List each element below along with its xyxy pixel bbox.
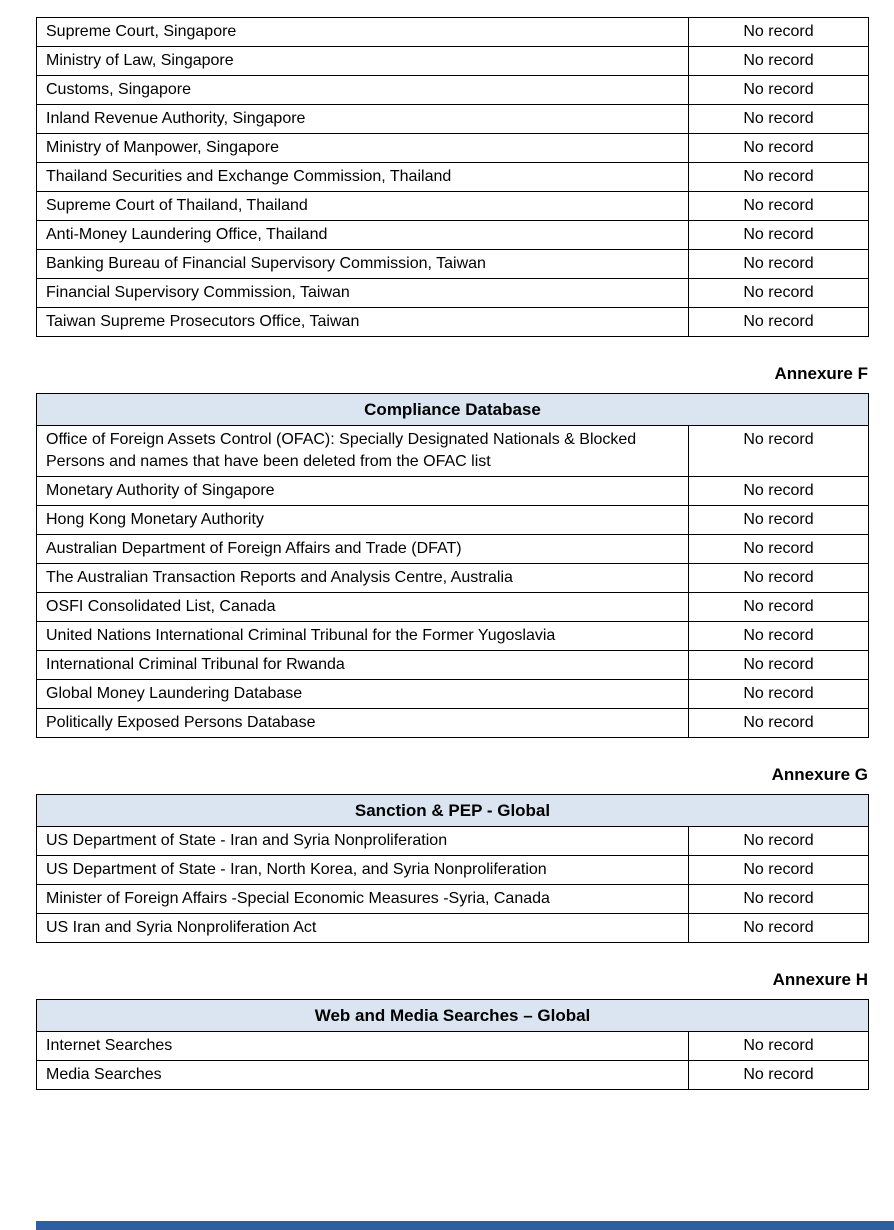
source-cell: Supreme Court, Singapore [37,18,689,47]
section-government-sources [0,0,894,337]
result-cell: No record [689,885,869,914]
table-row [37,308,869,337]
result-cell: No record [689,18,869,47]
table-row [37,47,869,76]
table-title-row [37,795,869,827]
section-sanction-pep-global [0,765,894,943]
table-row [37,105,869,134]
footer-bar [36,1221,894,1230]
source-cell: Inland Revenue Authority, Singapore [37,105,689,134]
table-web-media-searches [36,999,869,1090]
table-row [37,827,869,856]
result-cell: No record [689,76,869,105]
source-cell: Ministry of Manpower, Singapore [37,134,689,163]
table-title-row [37,394,869,426]
result-cell: No record [689,163,869,192]
result-cell: No record [689,1061,869,1090]
table-row [37,622,869,651]
source-cell: US Iran and Syria Nonproliferation Act [37,914,689,943]
table-row [37,593,869,622]
table-row [37,134,869,163]
table-title-sanction-pep-global: Sanction & PEP - Global [37,795,869,827]
section-web-media-searches [0,970,894,1090]
result-cell: No record [689,279,869,308]
source-cell: Hong Kong Monetary Authority [37,506,689,535]
source-cell: Thailand Securities and Exchange Commission, Thailand [37,163,689,192]
result-cell: No record [689,134,869,163]
table-title-compliance-database: Compliance Database [37,394,869,426]
table-compliance-database [36,393,869,738]
source-cell: Politically Exposed Persons Database [37,709,689,738]
table-row [37,856,869,885]
result-cell: No record [689,192,869,221]
table-row [37,163,869,192]
result-cell: No record [689,856,869,885]
source-cell: Ministry of Law, Singapore [37,47,689,76]
source-cell: Anti-Money Laundering Office, Thailand [37,221,689,250]
result-cell: No record [689,426,869,477]
table-row [37,426,869,477]
table-sanction-pep-global [36,794,869,943]
source-cell: United Nations International Criminal Tribunal for the Former Yugoslavia [37,622,689,651]
table-row [37,221,869,250]
table-row [37,651,869,680]
result-cell: No record [689,564,869,593]
section-compliance-database [0,364,894,738]
table-row [37,18,869,47]
result-cell: No record [689,709,869,738]
result-cell: No record [689,506,869,535]
result-cell: No record [689,593,869,622]
source-cell: Monetary Authority of Singapore [37,477,689,506]
annexure-f-label: Annexure F [774,364,868,383]
result-cell: No record [689,477,869,506]
result-cell: No record [689,535,869,564]
result-cell: No record [689,47,869,76]
result-cell: No record [689,221,869,250]
source-cell: Minister of Foreign Affairs -Special Economic Measures -Syria, Canada [37,885,689,914]
table-title-web-media-searches: Web and Media Searches – Global [37,1000,869,1032]
table-row [37,477,869,506]
table-row [37,250,869,279]
table-row [37,564,869,593]
annexure-g-label: Annexure G [771,765,868,784]
table-row [37,885,869,914]
source-cell: US Department of State - Iran and Syria Nonproliferation [37,827,689,856]
table-government-sources [36,17,869,337]
result-cell: No record [689,622,869,651]
table-row [37,709,869,738]
table-row [37,192,869,221]
source-cell: US Department of State - Iran, North Korea, and Syria Nonproliferation [37,856,689,885]
source-cell: Supreme Court of Thailand, Thailand [37,192,689,221]
source-cell: Banking Bureau of Financial Supervisory Commission, Taiwan [37,250,689,279]
source-cell: Media Searches [37,1061,689,1090]
table-row [37,279,869,308]
table-row [37,76,869,105]
table-row [37,506,869,535]
result-cell: No record [689,250,869,279]
source-cell: International Criminal Tribunal for Rwanda [37,651,689,680]
source-cell: OSFI Consolidated List, Canada [37,593,689,622]
source-cell: Australian Department of Foreign Affairs and Trade (DFAT) [37,535,689,564]
source-cell: Internet Searches [37,1032,689,1061]
source-cell: Office of Foreign Assets Control (OFAC): Specially Designated Nationals & Blocked Persons and names that have been deleted from the OFAC list [37,426,689,477]
result-cell: No record [689,105,869,134]
source-cell: The Australian Transaction Reports and Analysis Centre, Australia [37,564,689,593]
table-row [37,914,869,943]
table-title-row [37,1000,869,1032]
table-row [37,1061,869,1090]
table-row [37,1032,869,1061]
table-row [37,535,869,564]
source-cell: Global Money Laundering Database [37,680,689,709]
result-cell: No record [689,827,869,856]
annexure-h-label: Annexure H [772,970,868,989]
source-cell: Financial Supervisory Commission, Taiwan [37,279,689,308]
source-cell: Customs, Singapore [37,76,689,105]
source-cell: Taiwan Supreme Prosecutors Office, Taiwan [37,308,689,337]
result-cell: No record [689,1032,869,1061]
table-row [37,680,869,709]
result-cell: No record [689,914,869,943]
result-cell: No record [689,651,869,680]
result-cell: No record [689,680,869,709]
result-cell: No record [689,308,869,337]
